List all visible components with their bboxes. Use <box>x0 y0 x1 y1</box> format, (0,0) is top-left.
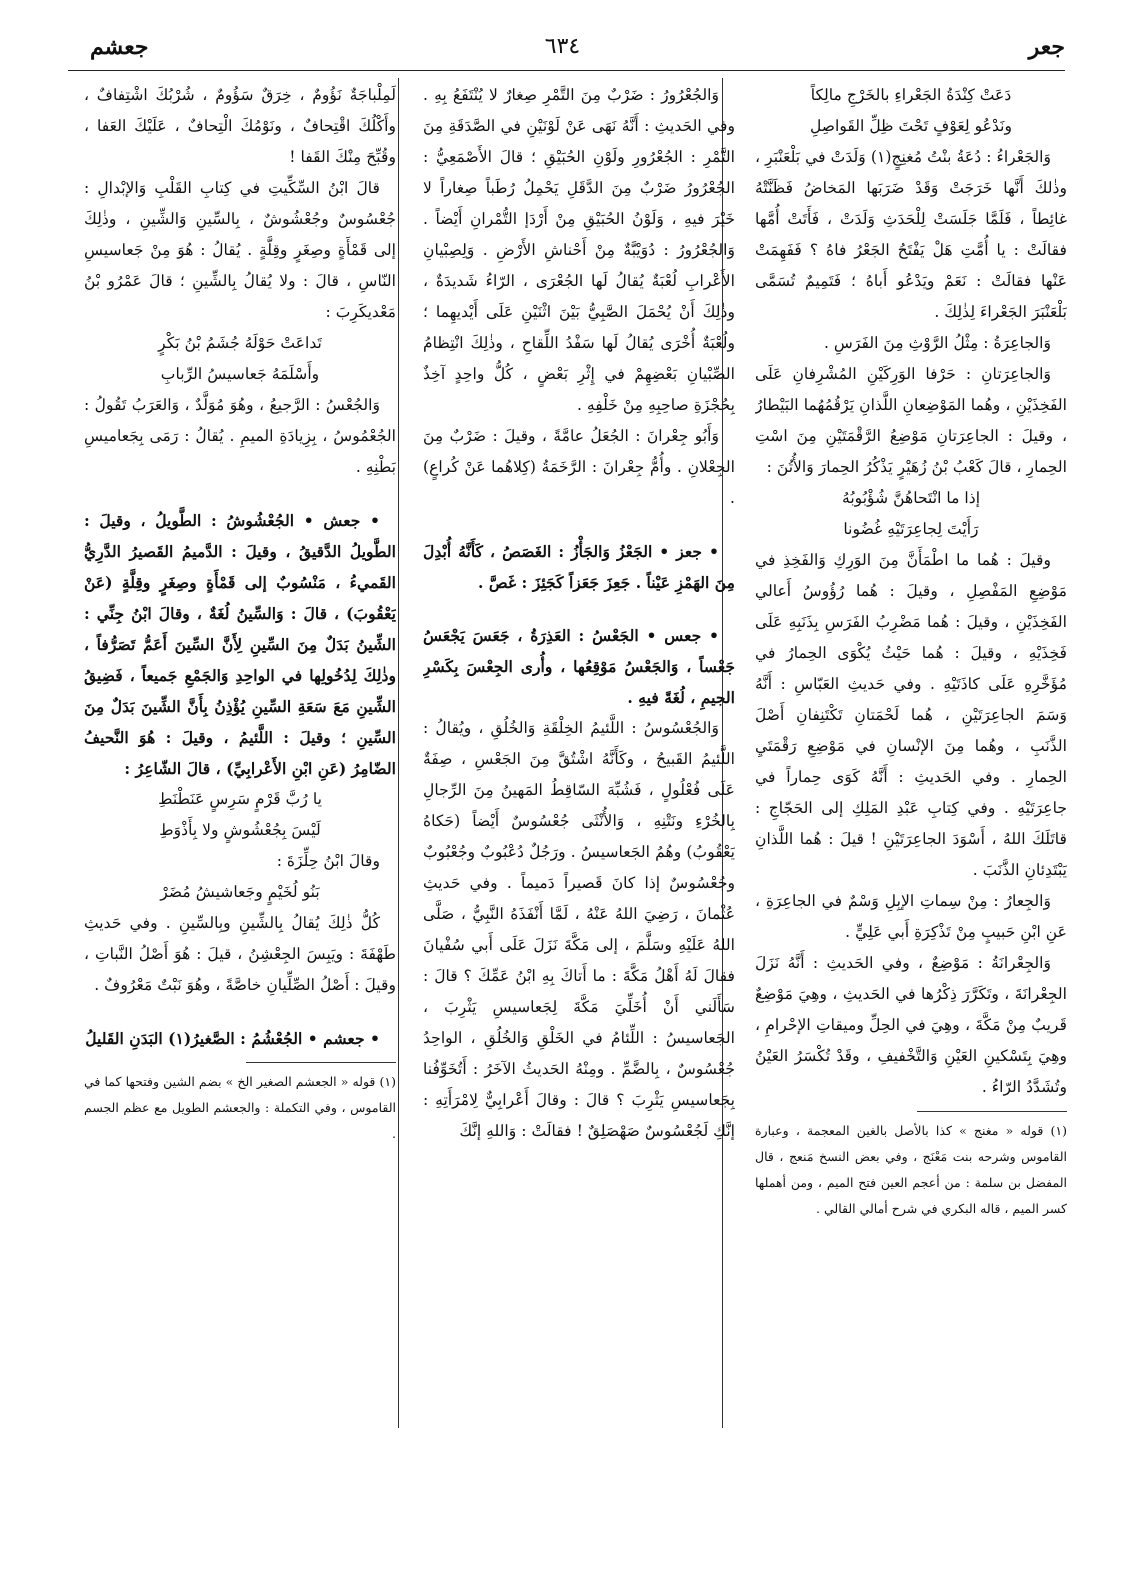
page-number: ٦٣٤ <box>544 34 581 59</box>
verse-line: دَعَتْ كِنْدَةُ الجَعْراءِ بالخَرْجِ مالِكاً <box>810 86 1012 104</box>
entry-gap <box>84 1001 396 1023</box>
paragraph: لَمِلْباجَةٌ نَؤُومٌ ، خِرَقٌ سَؤُومٌ ، شُرْبُكَ اشْتِفافٌ ، وأَكْلُكَ اقْتِحافٌ ، ونَوْمُكَ الْتِحافٌ ، عَلَيْكَ العَفا ، وقُبِّحَ مِنْكَ القَفا ! <box>84 86 396 166</box>
verse-line: تَداعَتْ حَوْلَهُ جُشَمُ بْنُ بَكْرٍ <box>158 334 322 352</box>
verse-line: لَيْسَ بِجُعْشُوشٍ ولا بِأَذْوَطِ <box>159 821 321 839</box>
page-header <box>60 34 1065 68</box>
entry-gap <box>423 514 735 536</box>
footnote: (١) قوله « الجعشم الصغير الخ » بضم الشين وفتحها كما في القاموس ، وفي التكملة : والجعشم الطويل مع عظم الجسم . <box>84 1074 396 1141</box>
column-divider <box>398 78 399 1428</box>
footnote-rule <box>246 1062 396 1063</box>
entry-jaaz: • جعز • الجَعْزُ وَالجَأْزُ : الغَصَصُ ، كَأَنَّهُ أُبْدِلَ مِنَ الهَمْزِ عَيْناً . جَعِزَ جَعَزاً كَجَئِزَ : غَصَّ . <box>423 542 735 592</box>
header-right-word: جعر <box>1028 34 1065 60</box>
column-middle <box>423 80 735 1540</box>
paragraph: وقالَ ابْنُ حِلِّزَةَ : <box>276 852 380 870</box>
paragraph: وَأَبُو جِعْرانَ : الجُعَلُ عامَّةً ، وقيلَ : ضَرْبٌ مِنَ الجِعْلانِ . وأُمُّ جِعْرانَ : الرَّخَمَةُ (كِلاهُما عَنْ كُراعٍ) . <box>423 427 735 507</box>
column-left <box>84 80 396 1540</box>
paragraph: وقيلَ : هُما ما اطْمَأَنَّ مِنَ الوَرِكِ وَالفَخِذِ في مَوْضِعِ المَفْصِلِ ، وقيلَ : هُما رُؤُوسُ أَعالي الفَخِذَيْنِ ، وقيلَ : هُما مَضْرِبُ الفَرَسِ بِذَنَبِهِ عَلَى فَخِذَيْهِ ، وقيلَ : هُما حَيْثُ يُكْوَى الحِمارُ في مُؤَخَّرِهِ عَلَى كاذَتَيْهِ . وفي حَديثِ العَبّاسِ : أَنَّهُ وَسَمَ الجاعِرَتَيْنِ ، هُما لَحْمَتانِ تَكْتَنِفانِ أَصْلَ الذَّنَبِ ، وهُما مِنَ الإنْسانِ في مَوْضِعِ رَقْمَتَيِ الحِمارِ . وفي الحَديثِ : أَنَّهُ كَوَى حِماراً في جاعِرَتَيْهِ . وفي كِتابِ عَبْدِ المَلِكِ إلى الحَجّاجِ : قاتَلَكَ اللهُ ، أَسْوَدَ الجاعِرَتَيْنِ ! قيلَ : هُما اللَّذانِ يَبْتَدِئانِ الذَّنَبَ . <box>755 551 1067 879</box>
verse-line: ونَدْعُو لِعَوْفٍ تَحْتَ ظِلِّ القَواصِلِ <box>809 117 1013 135</box>
paragraph: وَالجِعارُ : مِنْ سِماتِ الإبِلِ وَسْمٌ في الجاعِرَةِ ، عَنِ ابْنِ حَبيبٍ مِنْ تَذْكِرَةِ أَبي عَلِيٍّ . <box>755 892 1067 941</box>
entry-gap <box>423 598 735 620</box>
verse-line: يا رُبَّ قَرْمٍ سَرِسٍ عَنَطْنَطِ <box>158 790 322 808</box>
footnote: (١) قوله « مغنج » كذا بالأصل بالغين المعجمة ، وعبارة القاموس وشرحه بنت مَعْنَج ، وفي بعض النسخ مَنعج ، قال المفضل بن سلمة : من أعجم العين فتح الميم ، ومن أهملها كسر الميم ، قاله البكري في شرح أمالي القالي . <box>755 1123 1067 1216</box>
column-right <box>755 80 1067 1540</box>
entry-gap <box>84 483 396 505</box>
entry-jaas: • جعس • الجَعْسُ : العَذِرَةُ ، جَعَسَ يَجْعَسُ جَعْساً ، وَالجَعْسُ مَوْقِعُها ، وأُرى الجِعْسَ بِكَسْرِ الجيمِ ، لُغَةً فيهِ . <box>423 626 735 707</box>
paragraph: وَالجُعْرُورُ : ضَرْبٌ مِنَ التَّمْرِ صِغارٌ لا يُنْتَفَعُ بِهِ . وفي الحَديثِ : أَنَّهُ نَهَى عَنْ لَوْنَيْنِ في الصَّدَقَةِ مِنَ التَّمْرِ : الجُعْرُورِ ولَوْنِ الحُبَيْقِ ؛ قالَ الأَصْمَعِيُّ : الجُعْرُورُ ضَرْبٌ مِنَ الدَّقَلِ يَحْمِلُ رُطَباً صِغاراً لا خَيْرَ فيهِ ، وَلَوْنُ الحُبَيْقِ مِنْ أَرْدَإ التُّمْرانِ أَيْضاً . وَالجُعْرُورُ : دُوَيْبَّةٌ مِنْ أَحْناشِ الأَرْضِ . وَلِصِبْيانِ الأَعْرابِ لُعْبَةٌ يُقالُ لَها الجُعْرَى ، الرّاءُ شَديدَةٌ ، وذٰلِكَ أَنْ يُحْمَلَ الصَّبِيُّ بَيْنَ اثْنَيْنِ عَلَى أَيْديهِما ؛ ولُعْبَةٌ أُخْرَى يُقالُ لَها سَفْدُ اللِّقاحِ ، وذٰلِكَ انْتِظامُ الصِّبْيانِ بَعْضِهِمْ في إِثْرِ بَعْضٍ ، كُلُّ واحِدٍ آخِذٌ بِحُجْزَةِ صاحِبِهِ مِنْ خَلْفِهِ . <box>423 86 735 414</box>
paragraph: قالَ ابْنُ السِّكِّيتِ في كِتابِ القَلْبِ وَالإبْدالِ : جُعْسُوسٌ وجُعْشُوشٌ ، بِالسِّينِ وَالشِّينِ ، وذٰلِكَ إلى قَمْأَةٍ وصِغَرٍ وقِلَّةٍ . يُقالُ : هُوَ مِنْ جَعاسيسِ النّاسِ ، قالَ : ولا يُقالُ بِالشِّينِ ؛ قالَ عَمْرُو بْنُ مَعْديكَرِبَ : <box>84 179 396 321</box>
paragraph: وَالجِعْرانَةُ : مَوْضِعٌ ، وفي الحَديثِ : أَنَّهُ نَزَلَ الجِعْرانَةَ ، وتَكَرَّرَ ذِكْرُها في الحَديثِ ، وهِيَ مَوْضِعٌ قَريبٌ مِنْ مَكَّةَ ، وهِيَ في الحِلِّ وميقاتِ الإحْرامِ ، وهِيَ بِتَسْكينِ العَيْنِ وَالتَّخْفيفِ ، وقَدْ تُكْسَرُ العَيْنُ وتُشَدَّدُ الرّاءُ . <box>755 954 1067 1096</box>
verse-line: وأَسْلَمَهُ جَعاسيسُ الرِّبابِ <box>160 365 320 383</box>
verse-line: إذا ما انْتَحاهُنَّ شُؤْبُوبُهُ <box>841 489 981 507</box>
verse-line: رَأَيْتَ لِجاعِرَتَيْهِ غُضُونا <box>843 520 979 538</box>
entry-jaasham: • جعشم • الجُعْشُمُ : الصَّغيرُ(١) البَدَنِ القَليلُ <box>85 1029 380 1048</box>
verse-line: بَنُو لُخَيْمٍ وجَعاشيشُ مُضَرْ <box>160 883 320 901</box>
header-rule <box>68 70 1065 71</box>
paragraph: وَالجاعِرَةُ : مِثْلُ الرَّوْثِ مِنَ الفَرَسِ . <box>823 334 1051 352</box>
footnote-rule <box>917 1111 1067 1112</box>
paragraph: وَالجُعْسُوسُ : اللَّئيمُ الخِلْقَةِ وَالخُلُقِ ، ويُقالُ : اللَّئيمُ القَبيحُ ، وكَأَنَّهُ اشْتُقَّ مِنَ الجَعْسِ ، صِفَةٌ عَلَى فُعْلُولٍ ، فَشُبِّهَ السّاقِطُ المَهينُ مِنَ الرِّجالِ بِالخُرْءِ ونَتْنِهِ ، وَالأُنْثَى جُعْسُوسٌ أَيْضاً (حَكاهُ يَعْقُوبُ) وهُمُ الجَعاسيسُ . ورَجُلٌ دُعْبُوبٌ وجُعْبُوبٌ وجُعْسُوسٌ إذا كانَ قَصيراً دَميماً . وفي حَديثِ عُثْمانَ ، رَضِيَ اللهُ عَنْهُ ، لَمَّا أَنْفَذَهُ النَّبِيُّ ، صَلَّى اللهُ عَلَيْهِ وسَلَّمَ ، إلى مَكَّةَ نَزَلَ عَلَى أَبي سُفْيانَ فقالَ لَهُ أَهْلُ مَكَّةَ : ما أَتاكَ بِهِ ابْنُ عَمِّكَ ؟ قالَ : سَأَلَني أَنْ أُخَلِّيَ مَكَّةَ لِجَعاسيسِ يَثْرِبَ ، الجَعاسيسُ : اللِّئامُ في الخَلْقِ وَالخُلُقِ ، الواحِدُ جُعْسُوسٌ ، بِالضَّمِّ . ومِنْهُ الحَديثُ الآخَرُ : أَتُخَوِّفُنا بِجَعاسيسِ يَثْرِبَ ؟ قالَ : وقالَ أَعْرابِيٌّ لِامْرَأَتِهِ : إنَّكِ لَجُعْسُوسٌ صَهْصَلِقٌ ! فقالَتْ : وَاللهِ إنَّكَ <box>423 719 735 1140</box>
paragraph: وَالجَعْراءُ : دُعَةُ بنْتُ مُغنِجٍ(١) وَلَدَتْ في بَلْعَنْبَرِ ، وذٰلكَ أَنَّها خَرَجَتْ وَقَدْ ضَرَبَها المَخاضُ فَظَنَّتْهُ غائِطاً ، فَلَمَّا جَلَسَتْ لِلْحَدَثِ وَلَدَتْ ، فَأَتَتْ أُمَّها فقالَتْ : يا أُمَّتِ هَلْ يَفْتَحُ الجَعْرُ فاهُ ؟ فَفَهِمَتْ عَنْها فقالَتْ : نَعَمْ ويَدْعُو أَباهُ ؛ فَتَمِيمٌ تُسَمَّى بَلْعَنْبَرَ الجَعْراءَ لِذٰلِكَ . <box>755 148 1067 321</box>
entry-jaash: • جعش • الجُعْشُوشُ : الطَّويلُ ، وقيلَ : الطَّويلُ الدَّقيقُ ، وقيلَ : الدَّميمُ القَصيرُ الدَّرِيُّ القَميءُ ، مَنْسُوبٌ إلى قَمْأَةٍ وصِغَرٍ وقِلَّةٍ (عَنْ يَعْقُوبَ) ، قالَ : وَالسِّينُ لُغَةٌ ، وقالَ ابْنُ جِنِّي : الشِّينُ بَدَلٌ مِنَ السِّينِ لِأَنَّ السِّينَ أَعَمُّ تَصَرُّفاً ، وذٰلِكَ لِدُخُولِها في الواحِدِ وَالجَمْعِ جَميعاً ، فَضِيقُ الشِّينِ مَعَ سَعَةِ السِّينِ يُؤْذِنُ بِأَنَّ الشِّينَ بَدَلٌ مِنَ السِّينِ ؛ وقيلَ : اللَّئيمُ ، وقيلَ : هُوَ النَّحيفُ الضّامِرُ (عَنِ ابْنِ الأَعْرابِيِّ) ، قالَ الشّاعِرُ : <box>84 511 396 778</box>
header-left-word: جعشم <box>90 34 149 60</box>
paragraph: وَالجاعِرَتانِ : حَرْفا الوَرِكَيْنِ المُشْرِفانِ عَلَى الفَخِذَيْنِ ، وهُما المَوْضِعانِ اللَّذانِ يَرْقُمُهُما البَيْطارُ ، وقيلَ : الجاعِرَتانِ مَوْضِعُ الرَّقْمَتَيْنِ مِنَ اسْتِ الحِمارِ ، قالَ كَعْبُ بْنُ زُهَيْرٍ يَذْكُرُ الحِمارَ وَالأُتُنَ : <box>755 365 1067 476</box>
paragraph: وَالجُعْسُ : الرَّجيعُ ، وهُوَ مُوَلَّدٌ ، وَالعَرَبُ تَقُولُ : الجُعْمُوسُ ، بِزِيادَةِ الميمِ . يُقالُ : رَمَى بِجَعاميسِ بَطْنِهِ . <box>84 396 396 476</box>
paragraph: كُلُّ ذٰلِكَ يُقالُ بِالشِّينِ وبِالسِّينِ . وفي حَديثِ طَهْفَةَ : ويَبِسَ الجِعْشِنُ ، قيلَ : هُوَ أَصْلُ النَّباتِ ، وقيلَ : أَصْلُ الصِّلِّيانِ خاصَّةً ، وهُوَ نَبْتٌ مَعْرُوفٌ . <box>84 914 396 994</box>
